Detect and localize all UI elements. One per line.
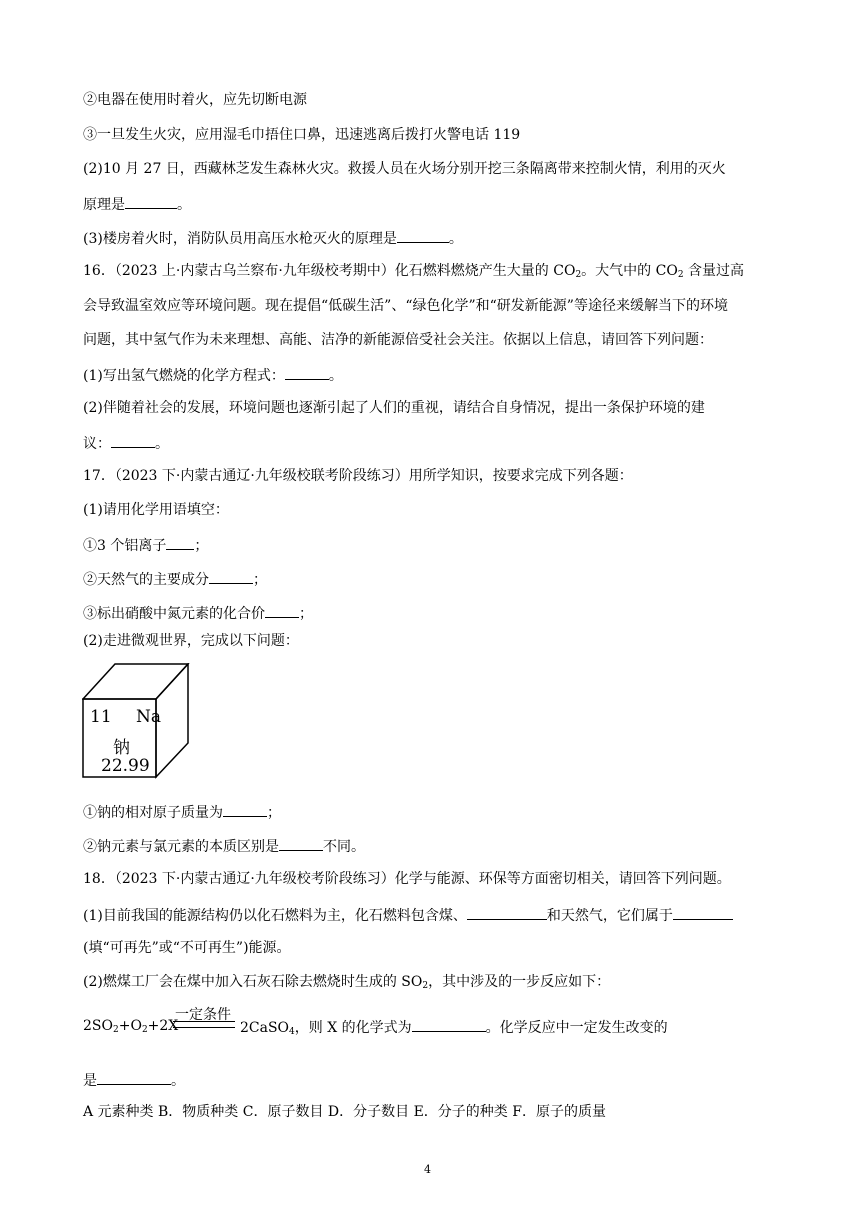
reaction-arrow xyxy=(173,1021,235,1028)
text-line: ②钠元素与氯元素的本质区别是 不同。 xyxy=(83,836,365,856)
text-line: 会导致温室效应等环境问题。现在提倡“低碳生活”、“绿色化学”和“研发新能源”等途径来缓解当下的环境 xyxy=(83,298,728,314)
atomic-mass: 22.99 xyxy=(101,756,150,776)
question-18-heading: 18．（2023 下·内蒙古通辽·九年级校考阶段练习）化学与能源、环保等方面密切相关，请回答下列问题。 xyxy=(83,871,731,887)
answer-blank[interactable] xyxy=(166,535,194,550)
text-line: 议： 。 xyxy=(83,433,169,453)
answer-blank[interactable] xyxy=(397,228,449,243)
answer-blank[interactable] xyxy=(209,569,253,584)
answer-blank[interactable] xyxy=(673,905,733,920)
text-line: (2)走进微观世界，完成以下问题： xyxy=(83,633,299,649)
answer-blank[interactable] xyxy=(285,365,329,380)
text-line: (2)燃煤工厂会在煤中加入石灰石除去燃烧时生成的 $SO_2$，其中涉及的一步反应如下： xyxy=(83,974,611,991)
equation-left: $2SO_2+O_2+2X$ xyxy=(83,1018,179,1035)
text-line: ③标出硝酸中氮元素的化合价 ； xyxy=(83,603,313,623)
text-line: ①钠的相对原子质量为 ； xyxy=(83,802,281,822)
reaction-condition: 一定条件 xyxy=(175,1007,231,1023)
text-line: (2)10 月 27 日，西藏林芝发生森林火灾。救援人员在火场分别开挖三条隔离带来控制火情，利用的灭火 xyxy=(83,161,726,177)
answer-blank[interactable] xyxy=(111,433,155,448)
question-17-heading: 17．（2023 下·内蒙古通辽·九年级校联考阶段练习）用所学知识，按要求完成下列各题： xyxy=(83,468,633,484)
text-line: ②天然气的主要成分 ； xyxy=(83,569,267,589)
text-line: (3)楼房着火时，消防队员用高压水枪灭火的原理是 。 xyxy=(83,228,463,248)
text-line: 是 。 xyxy=(83,1070,185,1090)
answer-blank[interactable] xyxy=(223,802,267,817)
question-16-heading: 16．（2023 上·内蒙古乌兰察布·九年级校考期中）化石燃料燃烧产生大量的 $CO_2$。大气中的 $CO_2$ 含量过高 xyxy=(83,263,744,280)
text-line: ③一旦发生火灾，应用湿毛巾捂住口鼻，迅速逃离后拨打火警电话 119 xyxy=(83,127,521,143)
text-line: ①3 个铝离子 ； xyxy=(83,535,208,555)
equation-right: 2CaSO$_4$，则 X 的化学式为 。化学反应中一定发生改变的 xyxy=(240,1017,668,1037)
answer-blank[interactable] xyxy=(279,836,323,851)
element-name: 钠 xyxy=(113,738,130,758)
text-line: (1)目前我国的能源结构仍以化石燃料为主，化石燃料包含煤、 和天然气，它们属于 xyxy=(83,905,733,925)
element-symbol: Na xyxy=(136,707,162,727)
answer-blank[interactable] xyxy=(97,1070,171,1085)
text-line: (填“可再先”或“不可再生”)能源。 xyxy=(83,940,291,956)
answer-blank[interactable] xyxy=(265,603,299,618)
text-line: 问题，其中氢气作为未来理想、高能、洁净的新能源倍受社会关注。依据以上信息，请回答下列问题： xyxy=(83,332,713,348)
page-number: 4 xyxy=(424,1163,431,1176)
answer-blank[interactable] xyxy=(467,905,547,920)
text-line: (1)请用化学用语填空： xyxy=(83,502,229,518)
text-line: (1)写出氢气燃烧的化学方程式： 。 xyxy=(83,365,343,385)
atomic-number: 11 xyxy=(90,707,112,727)
answer-options: A 元素种类 B．物质种类 C．原子数目 D．分子数目 E．分子的种类 F．原子的质量 xyxy=(83,1104,606,1120)
text-line: (2)伴随着社会的发展，环境问题也逐渐引起了人们的重视，请结合自身情况，提出一条保护环境的建 xyxy=(83,400,705,416)
answer-blank[interactable] xyxy=(412,1017,486,1032)
text-line: ②电器在使用时着火，应先切断电源 xyxy=(83,92,307,108)
text-line: 原理是 。 xyxy=(83,194,191,214)
answer-blank[interactable] xyxy=(125,194,177,209)
